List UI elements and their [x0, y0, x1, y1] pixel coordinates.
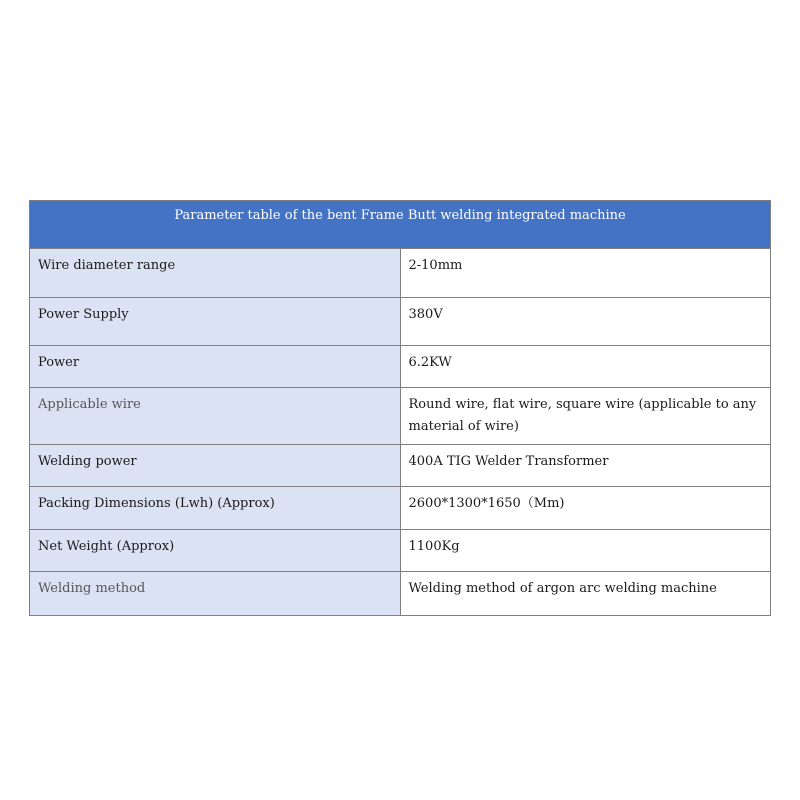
table-row — [30, 445, 771, 487]
row-value-power-supply: 380V — [400, 298, 771, 346]
table-title: Parameter table of the bent Frame Butt welding integrated machine — [30, 201, 771, 249]
table-row — [30, 487, 771, 530]
row-value-power: 6.2KW — [400, 346, 771, 388]
parameter-table — [29, 200, 771, 616]
row-label-power: Power — [30, 346, 401, 388]
row-label-power-supply: Power Supply — [30, 298, 401, 346]
row-value-wire-diameter-range: 2-10mm — [400, 249, 771, 298]
row-value-packing-dimensions: 2600*1300*1650（Mm) — [400, 487, 771, 530]
row-label-net-weight: Net Weight (Approx) — [30, 530, 401, 572]
table-header-row — [30, 201, 771, 249]
table-row — [30, 298, 771, 346]
table-row — [30, 388, 771, 445]
table-row — [30, 530, 771, 572]
row-value-welding-power: 400A TIG Welder Transformer — [400, 445, 771, 487]
row-label-packing-dimensions: Packing Dimensions (Lwh) (Approx) — [30, 487, 401, 530]
row-value-welding-method: Welding method of argon arc welding machine — [400, 572, 771, 616]
table-row — [30, 572, 771, 616]
table-row — [30, 249, 771, 298]
row-label-welding-method: Welding method — [30, 572, 401, 616]
row-value-net-weight: 1100Kg — [400, 530, 771, 572]
table-row — [30, 346, 771, 388]
row-label-applicable-wire: Applicable wire — [30, 388, 401, 445]
row-label-wire-diameter-range: Wire diameter range — [30, 249, 401, 298]
row-label-welding-power: Welding power — [30, 445, 401, 487]
row-value-applicable-wire: Round wire, flat wire, square wire (applicable to any material of wire) — [400, 388, 771, 445]
